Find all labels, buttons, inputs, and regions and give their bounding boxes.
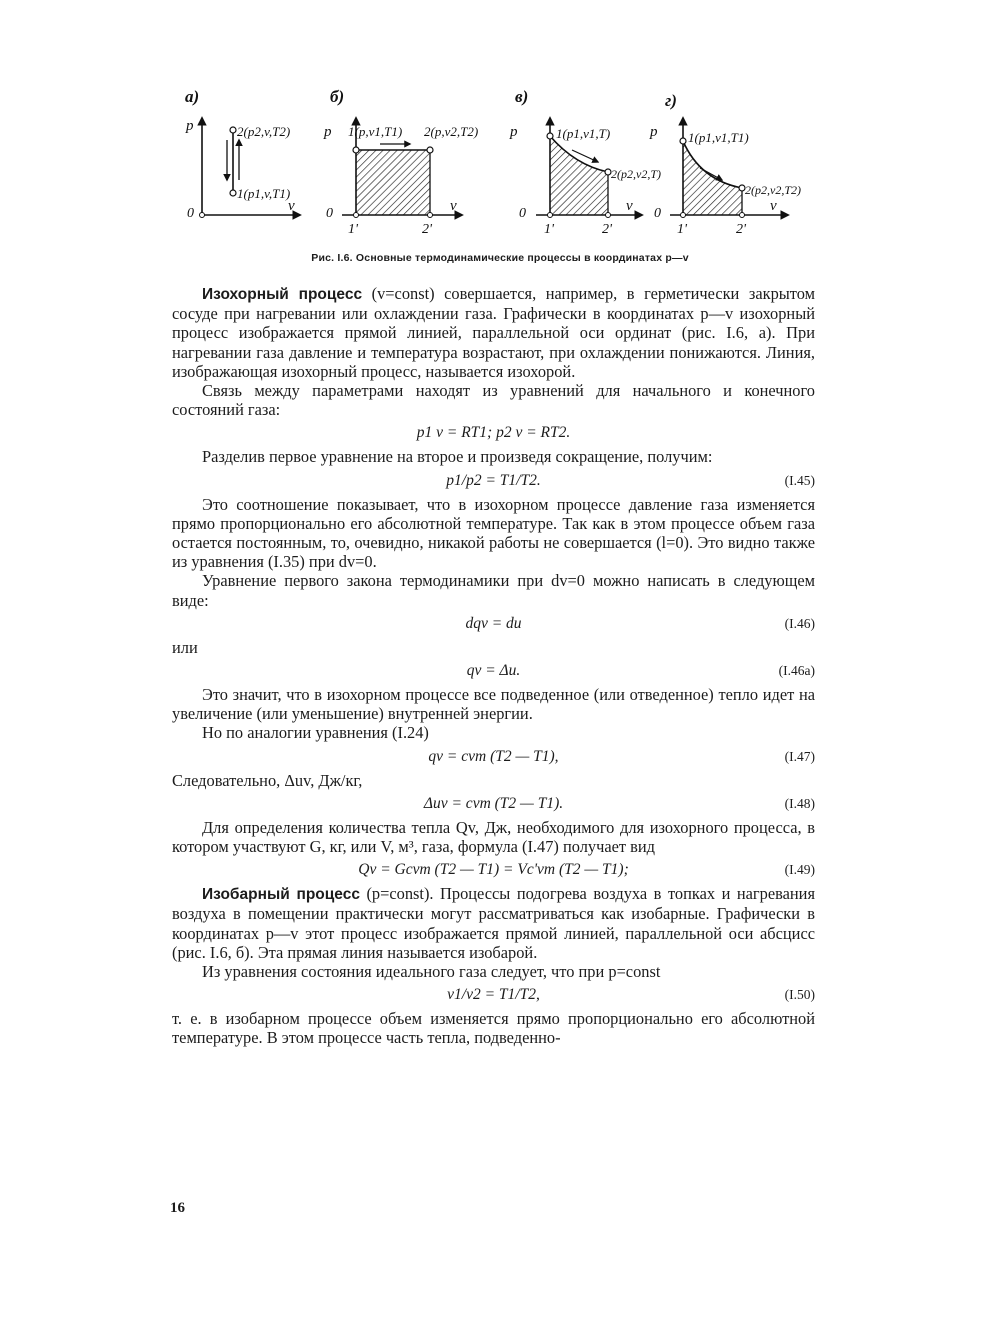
panel-c-origin: 0 (519, 206, 526, 221)
paragraph: Это соотношение показывает, что в изохорном процессе давление газа изменяется прямо пропорционально его абсолютной температуре. Так как в этом процессе объем газа остается постоянным, то, очевидно, никакой работы не совершается (l=0). Это видно также из уравнения (I.35) при dv=0. (172, 494, 815, 572)
equation: v1/v2 = T1/T2, (I.50) (447, 986, 815, 1004)
paragraph: Разделив первое уравнение на второе и произведя сокращение, получим: (202, 447, 713, 467)
paragraph-isochoric: Изохорный процесс (v=const) совершается, например, в герметически закрытом сосуде при нагревании или охлаждении газа. Графически в координатах p—v изохорный процесс изображается прямой линией, параллельной оси ординат (рис. I.6, а). При нагревании газа давление и температура возрастают, при охлаждении понижаются. Линия, изображающая изохорный процесс, называется изохорой. (172, 284, 815, 381)
paragraph: Уравнение первого закона термодинамики при dv=0 можно написать в следующем виде: (172, 571, 815, 610)
panel-a-origin: 0 (187, 206, 194, 221)
equation: Qv = Gcvm (T2 — T1) = Vc'vm (T2 — T1); (I.49) (358, 861, 815, 879)
equation: qv = cvm (T2 — T1), (I.47) (428, 747, 815, 765)
equation-number: (I.46а) (778, 663, 815, 679)
equation-number: (I.50) (784, 987, 815, 1003)
panel-b-work-area (356, 150, 430, 215)
panel-d-work-area (683, 141, 742, 215)
panel-a-point-1 (230, 190, 236, 196)
figure-caption: Рис. I.6. Основные термодинамические процессы в координатах p—v (311, 252, 689, 264)
panel-d-letter: г) (665, 91, 677, 110)
paragraph: т. е. в изобарном процессе объем изменяется прямо пропорционально его абсолютной температуре. В этом процессе часть тепла, подведенно- (172, 1009, 815, 1048)
panel-d-tick-2: 2' (736, 222, 746, 237)
equation-number: (I.48) (784, 795, 815, 811)
equation: qv = Δu. (I.46а) (466, 662, 815, 680)
panel-d-adiabatic (649, 91, 801, 237)
panel-b-isobaric (323, 87, 478, 237)
paragraph: или (172, 637, 198, 657)
equation-number: (I.46) (784, 615, 815, 631)
equation-number: (I.45) (784, 472, 815, 488)
equation: Δuv = cvm (T2 — T1). (I.48) (423, 794, 815, 812)
panel-d-v-label: v (770, 198, 777, 214)
panel-a-label-1: 1(p1,v,T1) (237, 186, 291, 201)
panel-c-work-area (550, 136, 608, 215)
panel-c-tick-2: 2' (602, 222, 612, 237)
panel-a-point-2 (230, 127, 236, 133)
process-diagrams-figure (170, 80, 820, 270)
panel-b-letter: б) (330, 87, 345, 106)
paragraph: Из уравнения состояния идеального газа следует, что при p=const (202, 962, 661, 982)
panel-d-label-1: 1(p1,v1,T1) (688, 130, 749, 145)
paragraph-isobaric: Изобарный процесс (p=const). Процессы подогрева воздуха в топках и нагревания воздуха в помещении практически могут рассматриваться как изобарные. Графически в координатах p—v этот процесс изображается прямой линией, параллельной оси абсцисс (рис. I.6, б). Эта прямая линия называется изобарой. (172, 884, 815, 962)
paragraph: Это значит, что в изохорном процессе все подведенное (или отведенное) тепло идет на увеличение (или уменьшение) внутренней энергии. (172, 685, 815, 724)
equation-number: (I.47) (784, 748, 815, 764)
panel-c-label-2: 2(p2,v2,T) (611, 167, 661, 181)
page-number: 16 (170, 1200, 185, 1216)
panel-d-origin: 0 (654, 206, 661, 221)
panel-c-letter: в) (515, 87, 529, 106)
panel-c-isothermal (509, 87, 661, 237)
panel-b-tick-2: 2' (422, 222, 432, 237)
panel-a-p-label: p (186, 118, 194, 134)
body-text (172, 284, 815, 1048)
panel-a-letter: а) (185, 87, 200, 106)
panel-d-tick-1: 1' (677, 222, 687, 237)
panel-c-p-label: p (510, 124, 518, 140)
equation: p1 v = RT1; p2 v = RT2. (416, 424, 571, 442)
panel-b-tick-1: 1' (348, 222, 358, 237)
panel-a-label-2: 2(p2,v,T2) (237, 124, 291, 139)
paragraph: Для определения количества тепла Qv, Дж, необходимого для изохорного процесса, в котором участвуют G, кг, или V, м³, газа, формула (I.47) получает вид (172, 817, 815, 857)
panel-a-isochoric (185, 87, 300, 221)
paragraph: Но по аналогии уравнения (I.24) (202, 723, 429, 743)
paragraph: Следовательно, Δuv, Дж/кг, (172, 770, 363, 790)
panel-c-tick-1: 1' (544, 222, 554, 237)
panel-c-v-label: v (626, 198, 633, 214)
panel-d-p-label: p (650, 124, 658, 140)
term-isochoric: Изохорный процесс (202, 286, 363, 303)
panel-d-label-2: 2(p2,v2,T2) (745, 183, 801, 197)
term-isobaric: Изобарный процесс (202, 886, 360, 904)
panel-b-v-label: v (450, 198, 457, 214)
equation-number: (I.49) (784, 862, 815, 878)
panel-a-v-label: v (288, 198, 295, 214)
panel-b-origin: 0 (326, 206, 333, 221)
equation: p1/p2 = T1/T2. (I.45) (446, 471, 815, 489)
paragraph: Связь между параметрами находят из уравнений для начального и конечного состояний газа: (172, 381, 815, 420)
panel-b-p-label: p (324, 124, 332, 140)
equation: dqv = du (I.46) (465, 614, 815, 632)
panel-b-label-1: 1(p,v1,T1) (348, 124, 403, 139)
panel-c-label-1: 1(p1,v1,T) (556, 126, 611, 141)
panel-b-label-2: 2(p,v2,T2) (424, 124, 479, 139)
